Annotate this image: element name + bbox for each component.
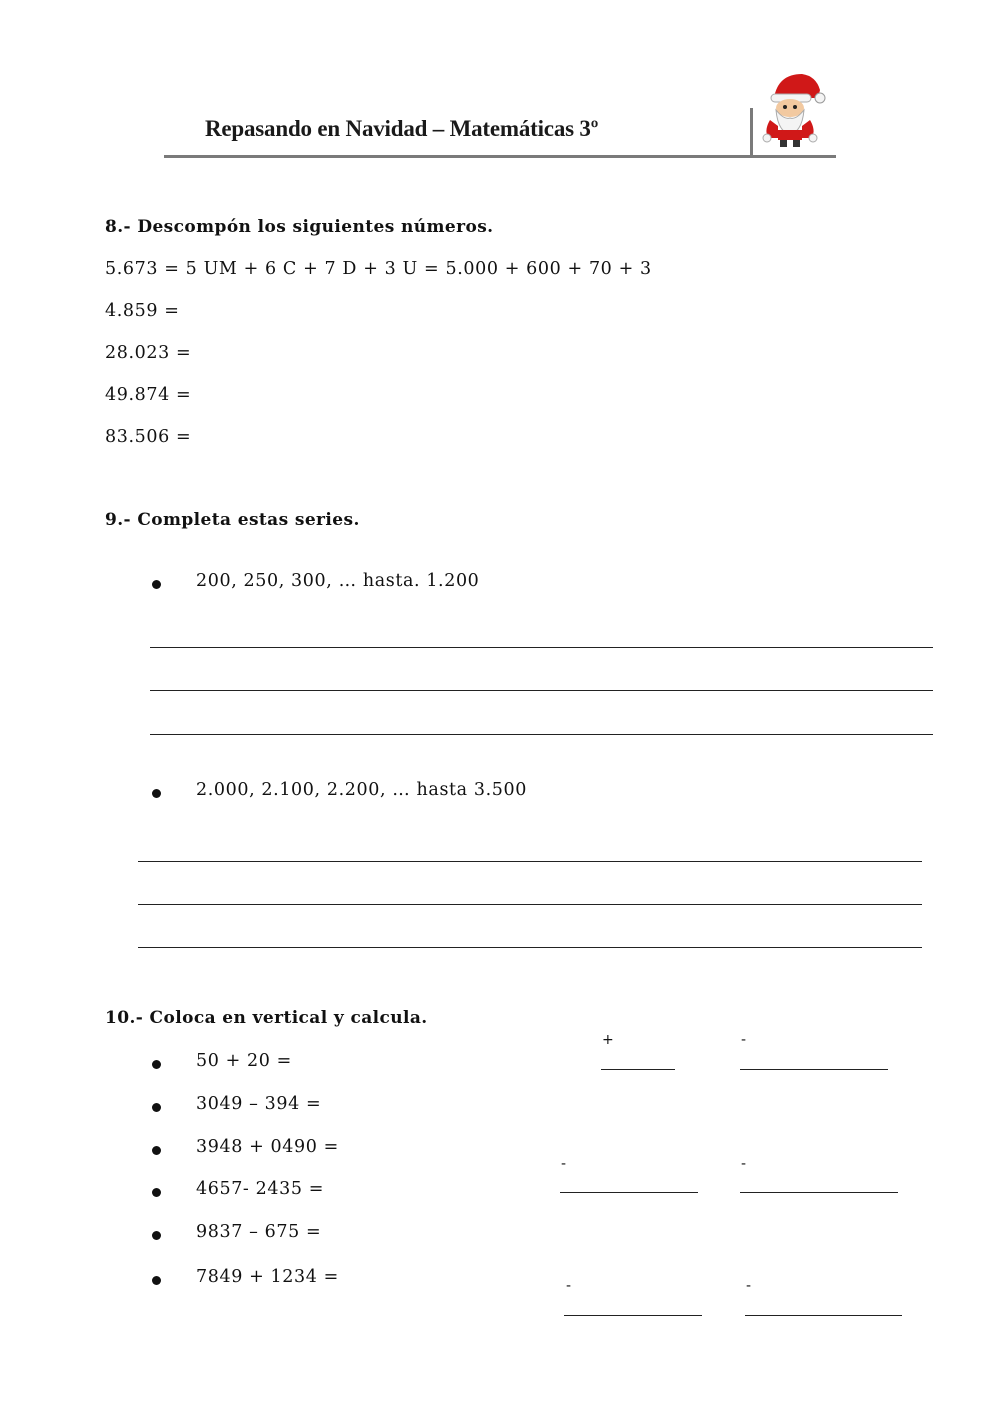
work-area-rule[interactable] — [560, 1192, 698, 1193]
bullet-point — [152, 1060, 161, 1069]
section-9-heading: 9.- Completa estas series. — [105, 510, 360, 530]
work-area-rule[interactable] — [601, 1069, 675, 1070]
decomposition-item: 28.023 = — [105, 343, 192, 363]
work-sign: - — [561, 1156, 567, 1172]
header-vertical-divider — [750, 108, 753, 157]
header-divider — [164, 155, 836, 158]
bullet-point — [152, 580, 161, 589]
work-sign: - — [741, 1032, 747, 1048]
bullet-point — [152, 1188, 161, 1197]
operation-item: 7849 + 1234 = — [196, 1267, 339, 1287]
operation-item: 9837 – 675 = — [196, 1222, 322, 1242]
work-sign: + — [602, 1032, 614, 1048]
answer-line[interactable] — [138, 904, 922, 905]
work-area-rule[interactable] — [740, 1192, 898, 1193]
section-8-heading: 8.- Descompón los siguientes números. — [105, 217, 494, 237]
decomposition-item: 49.874 = — [105, 385, 192, 405]
work-area-rule[interactable] — [564, 1315, 702, 1316]
operation-item: 4657- 2435 = — [196, 1179, 324, 1199]
work-sign: - — [566, 1278, 572, 1294]
santa-claus-icon — [756, 68, 832, 150]
work-area-rule[interactable] — [745, 1315, 902, 1316]
series-item: 200, 250, 300, … hasta. 1.200 — [196, 571, 480, 591]
decomposition-item: 83.506 = — [105, 427, 192, 447]
series-item: 2.000, 2.100, 2.200, … hasta 3.500 — [196, 780, 527, 800]
answer-line[interactable] — [138, 947, 922, 948]
answer-line[interactable] — [138, 861, 922, 862]
bullet-point — [152, 1146, 161, 1155]
section-10-heading: 10.- Coloca en vertical y calcula. — [105, 1008, 428, 1028]
worksheet-title: Repasando en Navidad – Matemáticas 3º — [205, 116, 599, 141]
answer-line[interactable] — [150, 690, 933, 691]
bullet-point — [152, 1231, 161, 1240]
bullet-point — [152, 789, 161, 798]
answer-line[interactable] — [150, 734, 933, 735]
operation-item: 3049 – 394 = — [196, 1094, 322, 1114]
bullet-point — [152, 1103, 161, 1112]
decomposition-example: 5.673 = 5 UM + 6 C + 7 D + 3 U = 5.000 + 600 + 70 + 3 — [105, 259, 652, 279]
bullet-point — [152, 1276, 161, 1285]
work-area-rule[interactable] — [740, 1069, 888, 1070]
work-sign: - — [746, 1278, 752, 1294]
decomposition-item: 4.859 = — [105, 301, 180, 321]
work-sign: - — [741, 1156, 747, 1172]
operation-item: 50 + 20 = — [196, 1051, 292, 1071]
operation-item: 3948 + 0490 = — [196, 1137, 339, 1157]
answer-line[interactable] — [150, 647, 933, 648]
